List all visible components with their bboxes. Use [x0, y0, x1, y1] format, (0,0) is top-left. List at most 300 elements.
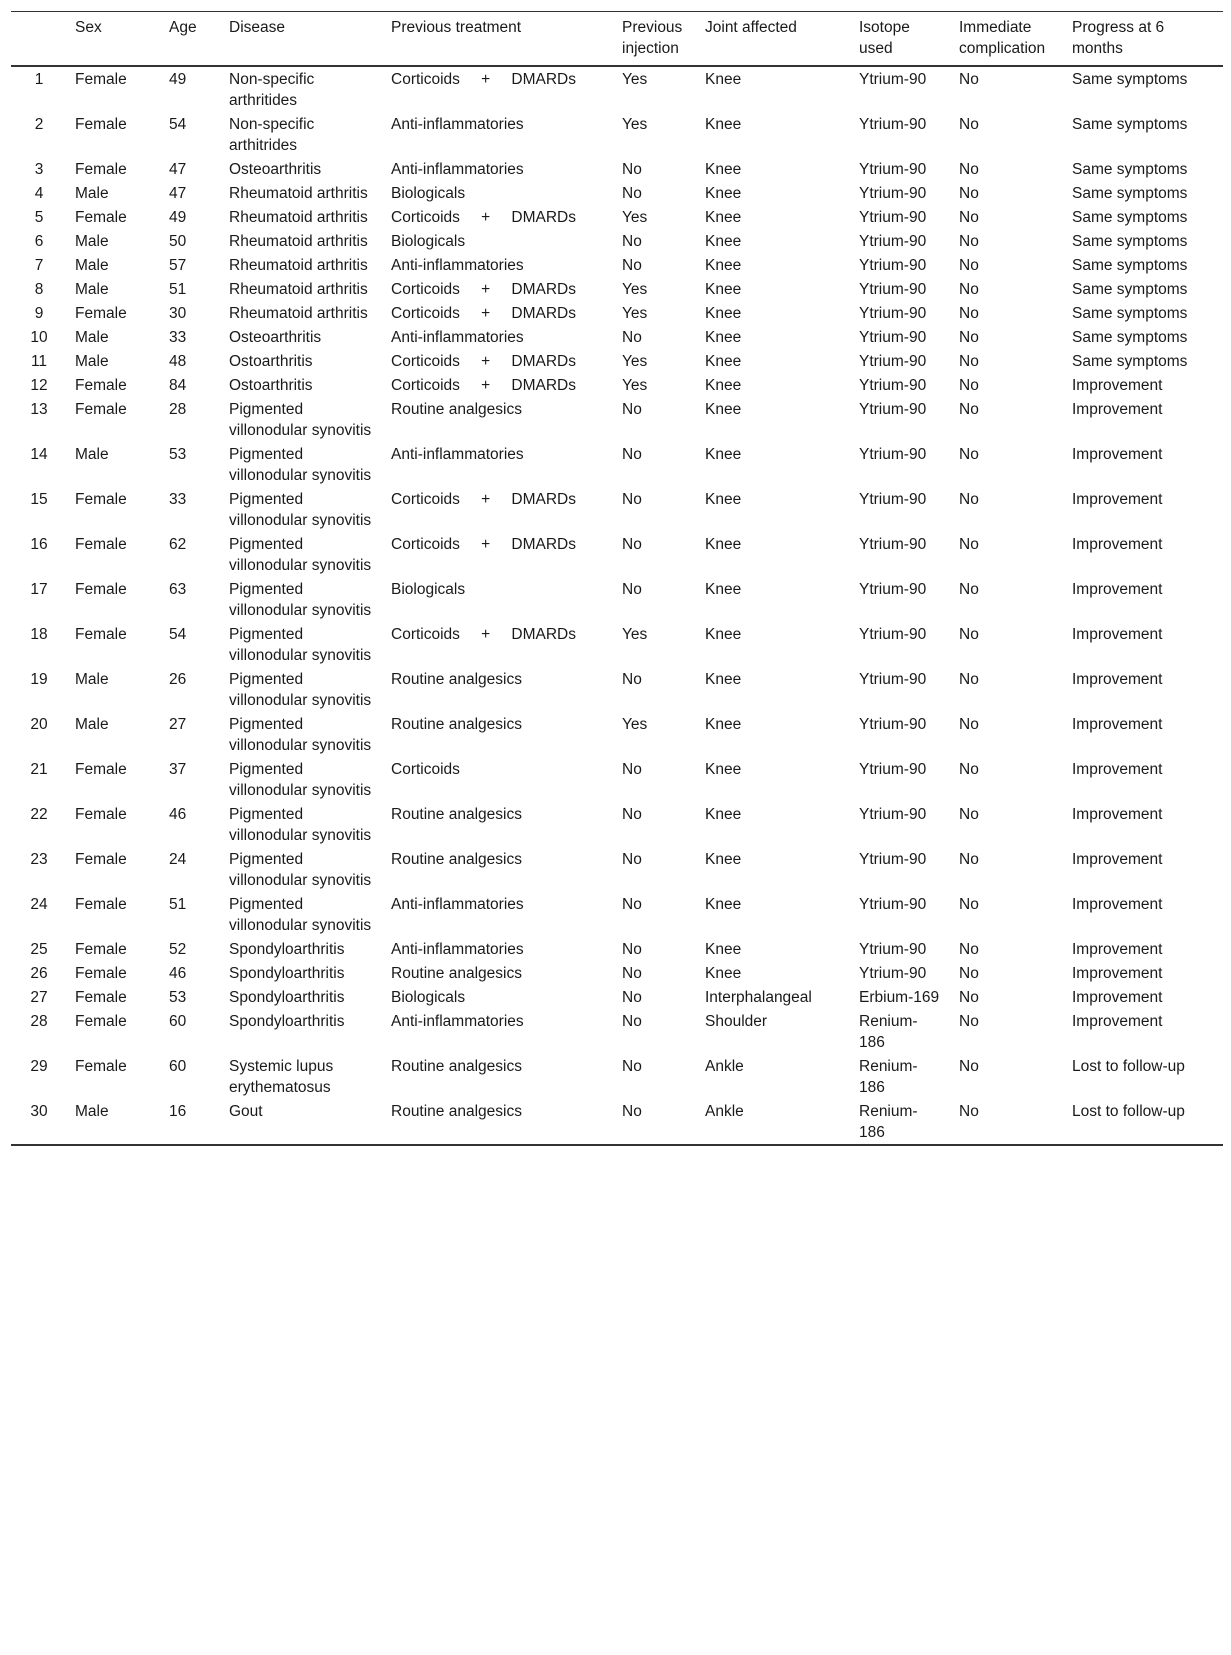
cell-injection: No [622, 329, 642, 346]
cell-joint: Knee [705, 257, 742, 274]
treatment-part: DMARDs [511, 71, 576, 88]
cell-n: 8 [34, 281, 44, 298]
cell-progress: Lost to follow-up [1072, 1103, 1185, 1120]
table-row [11, 937, 1223, 961]
cell-treatment: Routine analgesics [391, 806, 522, 823]
cell-injection: No [622, 1103, 642, 1120]
header-cell: Previous injection [622, 19, 683, 57]
cell-complication: No [959, 536, 979, 553]
header-cell: Disease [229, 19, 285, 36]
cell-joint: Knee [705, 353, 742, 370]
cell-injection: No [622, 896, 642, 913]
cell-sex: Male [75, 353, 109, 370]
cell-isotope: Ytrium-90 [859, 581, 927, 598]
treatment-combo [391, 303, 606, 324]
cell-injection: No [622, 446, 642, 463]
cell-age: 51 [169, 281, 187, 298]
cell-n: 1 [34, 71, 44, 88]
cell-n: 20 [30, 716, 48, 733]
cell-treatment: Anti-inflammatories [391, 1013, 524, 1030]
treatment-part: DMARDs [511, 281, 576, 298]
cell-injection: No [622, 581, 642, 598]
cell-injection: Yes [622, 116, 648, 133]
treatment-part: + [481, 71, 491, 88]
cell-isotope: Ytrium-90 [859, 941, 927, 958]
cell-joint: Knee [705, 806, 742, 823]
treatment-part: + [481, 536, 491, 553]
cell-treatment: Routine analgesics [391, 965, 522, 982]
cell-complication: No [959, 257, 979, 274]
cell-age: 52 [169, 941, 187, 958]
cell-n: 17 [30, 581, 48, 598]
cell-progress: Improvement [1072, 716, 1163, 733]
cell-progress: Improvement [1072, 536, 1163, 553]
cell-complication: No [959, 965, 979, 982]
cell-injection: Yes [622, 626, 648, 643]
cell-injection: No [622, 965, 642, 982]
cell-age: 27 [169, 716, 187, 733]
table-row [11, 622, 1223, 667]
cell-sex: Female [75, 209, 127, 226]
cell-treatment [383, 373, 614, 397]
cell-treatment: Routine analgesics [391, 1058, 522, 1075]
cell-age: 26 [169, 671, 187, 688]
treatment-part: Corticoids [391, 377, 460, 394]
treatment-combo [391, 279, 606, 300]
cell-joint: Knee [705, 716, 742, 733]
cell-sex: Female [75, 941, 127, 958]
cell-complication: No [959, 806, 979, 823]
header-cell [11, 12, 67, 67]
cell-treatment: Biologicals [391, 185, 466, 202]
cell-injection: No [622, 851, 642, 868]
treatment-part: DMARDs [511, 305, 576, 322]
cell-age: 50 [169, 233, 187, 250]
cell-isotope: Ytrium-90 [859, 161, 927, 178]
cell-joint: Knee [705, 185, 742, 202]
cell-joint: Knee [705, 329, 742, 346]
cell-sex: Female [75, 965, 127, 982]
cell-age: 47 [169, 185, 187, 202]
patient-table [11, 11, 1223, 1146]
cell-progress: Same symptoms [1072, 161, 1188, 178]
treatment-part: + [481, 377, 491, 394]
cell-injection: No [622, 941, 642, 958]
cell-isotope: Ytrium-90 [859, 761, 927, 778]
cell-treatment [383, 487, 614, 532]
table-row [11, 667, 1223, 712]
patient-table-container [11, 11, 1223, 1146]
cell-progress: Same symptoms [1072, 257, 1188, 274]
header-cell: Sex [75, 19, 102, 36]
cell-complication: No [959, 329, 979, 346]
cell-complication: No [959, 401, 979, 418]
cell-n: 28 [30, 1013, 48, 1030]
cell-progress: Same symptoms [1072, 305, 1188, 322]
cell-disease: Rheumatoid arthritis [229, 305, 368, 322]
cell-disease: Ostoarthritis [229, 377, 313, 394]
cell-injection: No [622, 257, 642, 274]
cell-age: 84 [169, 377, 187, 394]
cell-injection: No [622, 233, 642, 250]
cell-progress: Improvement [1072, 491, 1163, 508]
cell-complication: No [959, 353, 979, 370]
cell-sex: Female [75, 1058, 127, 1075]
cell-progress: Same symptoms [1072, 185, 1188, 202]
cell-age: 24 [169, 851, 187, 868]
cell-n: 23 [30, 851, 48, 868]
cell-n: 3 [34, 161, 44, 178]
cell-treatment [383, 349, 614, 373]
treatment-part: Corticoids [391, 71, 460, 88]
table-row [11, 205, 1223, 229]
cell-disease: Pigmented villonodular synovitis [229, 446, 372, 484]
cell-progress: Improvement [1072, 851, 1163, 868]
cell-isotope: Erbium-169 [859, 989, 940, 1006]
cell-complication: No [959, 896, 979, 913]
cell-treatment: Biologicals [391, 989, 466, 1006]
cell-age: 53 [169, 989, 187, 1006]
table-row [11, 397, 1223, 442]
table-row [11, 157, 1223, 181]
cell-n: 10 [30, 329, 48, 346]
cell-joint: Knee [705, 581, 742, 598]
cell-progress: Lost to follow-up [1072, 1058, 1185, 1075]
cell-age: 47 [169, 161, 187, 178]
cell-progress: Improvement [1072, 806, 1163, 823]
cell-treatment: Biologicals [391, 233, 466, 250]
treatment-part: DMARDs [511, 353, 576, 370]
cell-n: 4 [34, 185, 44, 202]
treatment-part: Corticoids [391, 281, 460, 298]
table-row [11, 66, 1223, 112]
cell-sex: Female [75, 581, 127, 598]
cell-isotope: Renium-186 [859, 1058, 918, 1096]
cell-n: 13 [30, 401, 48, 418]
cell-treatment [383, 622, 614, 667]
cell-n: 9 [34, 305, 44, 322]
table-row [11, 892, 1223, 937]
cell-injection: No [622, 185, 642, 202]
cell-sex: Male [75, 671, 109, 688]
cell-treatment: Anti-inflammatories [391, 896, 524, 913]
cell-isotope: Ytrium-90 [859, 536, 927, 553]
cell-complication: No [959, 1013, 979, 1030]
cell-sex: Female [75, 71, 127, 88]
treatment-part: + [481, 281, 491, 298]
cell-isotope: Ytrium-90 [859, 446, 927, 463]
cell-isotope: Ytrium-90 [859, 353, 927, 370]
cell-age: 48 [169, 353, 187, 370]
cell-n: 11 [30, 353, 48, 370]
cell-complication: No [959, 941, 979, 958]
cell-age: 37 [169, 761, 187, 778]
cell-isotope: Ytrium-90 [859, 305, 927, 322]
cell-disease: Spondyloarthritis [229, 941, 345, 958]
cell-sex: Male [75, 716, 109, 733]
cell-disease: Systemic lupus erythematosus [229, 1058, 334, 1096]
treatment-part: DMARDs [511, 626, 576, 643]
cell-sex: Female [75, 1013, 127, 1030]
cell-sex: Male [75, 185, 109, 202]
table-row [11, 1054, 1223, 1099]
cell-sex: Female [75, 989, 127, 1006]
cell-progress: Same symptoms [1072, 71, 1188, 88]
cell-complication: No [959, 209, 979, 226]
cell-sex: Female [75, 851, 127, 868]
cell-joint: Interphalangeal [705, 989, 812, 1006]
cell-age: 51 [169, 896, 187, 913]
cell-treatment [383, 301, 614, 325]
cell-age: 60 [169, 1058, 187, 1075]
header-cell: Joint affected [705, 19, 797, 36]
cell-injection: Yes [622, 716, 648, 733]
cell-n: 15 [30, 491, 48, 508]
treatment-part: DMARDs [511, 491, 576, 508]
cell-n: 25 [30, 941, 48, 958]
cell-injection: No [622, 1013, 642, 1030]
cell-complication: No [959, 116, 979, 133]
cell-sex: Female [75, 401, 127, 418]
cell-complication: No [959, 446, 979, 463]
cell-injection: No [622, 761, 642, 778]
treatment-combo [391, 489, 606, 510]
cell-complication: No [959, 161, 979, 178]
cell-n: 19 [30, 671, 48, 688]
cell-disease: Pigmented villonodular synovitis [229, 851, 372, 889]
cell-isotope: Ytrium-90 [859, 185, 927, 202]
cell-injection: Yes [622, 71, 648, 88]
cell-joint: Knee [705, 491, 742, 508]
table-row [11, 349, 1223, 373]
cell-n: 27 [30, 989, 48, 1006]
cell-age: 57 [169, 257, 187, 274]
cell-progress: Improvement [1072, 989, 1163, 1006]
treatment-part: DMARDs [511, 536, 576, 553]
cell-joint: Ankle [705, 1058, 744, 1075]
table-row [11, 277, 1223, 301]
cell-disease: Pigmented villonodular synovitis [229, 716, 372, 754]
cell-age: 33 [169, 491, 187, 508]
cell-age: 30 [169, 305, 187, 322]
cell-age: 49 [169, 71, 187, 88]
cell-isotope: Ytrium-90 [859, 116, 927, 133]
cell-joint: Knee [705, 161, 742, 178]
cell-age: 49 [169, 209, 187, 226]
cell-joint: Knee [705, 401, 742, 418]
cell-progress: Improvement [1072, 941, 1163, 958]
cell-treatment: Routine analgesics [391, 401, 522, 418]
cell-complication: No [959, 233, 979, 250]
cell-complication: No [959, 851, 979, 868]
cell-isotope: Renium-186 [859, 1103, 918, 1141]
table-row [11, 577, 1223, 622]
table-row [11, 847, 1223, 892]
table-row [11, 301, 1223, 325]
cell-complication: No [959, 491, 979, 508]
cell-isotope: Ytrium-90 [859, 896, 927, 913]
cell-injection: No [622, 161, 642, 178]
cell-complication: No [959, 626, 979, 643]
table-row [11, 712, 1223, 757]
cell-progress: Improvement [1072, 896, 1163, 913]
cell-n: 14 [30, 446, 48, 463]
cell-treatment [383, 205, 614, 229]
cell-sex: Female [75, 161, 127, 178]
cell-disease: Pigmented villonodular synovitis [229, 806, 372, 844]
cell-joint: Shoulder [705, 1013, 768, 1030]
cell-n: 22 [30, 806, 48, 823]
cell-injection: No [622, 806, 642, 823]
cell-joint: Knee [705, 446, 742, 463]
cell-injection: No [622, 491, 642, 508]
treatment-part: + [481, 353, 491, 370]
cell-isotope: Ytrium-90 [859, 626, 927, 643]
table-row [11, 1009, 1223, 1054]
cell-progress: Same symptoms [1072, 116, 1188, 133]
cell-joint: Knee [705, 761, 742, 778]
cell-disease: Pigmented villonodular synovitis [229, 896, 372, 934]
treatment-combo [391, 351, 606, 372]
cell-disease: Pigmented villonodular synovitis [229, 491, 372, 529]
cell-treatment: Routine analgesics [391, 851, 522, 868]
treatment-part: DMARDs [511, 209, 576, 226]
cell-age: 62 [169, 536, 187, 553]
cell-complication: No [959, 305, 979, 322]
cell-treatment [383, 66, 614, 112]
cell-disease: Rheumatoid arthritis [229, 185, 368, 202]
cell-complication: No [959, 1103, 979, 1120]
cell-treatment: Routine analgesics [391, 1103, 522, 1120]
cell-isotope: Ytrium-90 [859, 401, 927, 418]
cell-disease: Ostoarthritis [229, 353, 313, 370]
cell-joint: Knee [705, 71, 742, 88]
cell-injection: No [622, 671, 642, 688]
cell-injection: No [622, 989, 642, 1006]
header-cell: Previous treatment [391, 19, 522, 36]
treatment-part: + [481, 491, 491, 508]
cell-sex: Female [75, 377, 127, 394]
cell-n: 12 [30, 377, 48, 394]
cell-disease: Rheumatoid arthritis [229, 257, 368, 274]
cell-isotope: Ytrium-90 [859, 281, 927, 298]
cell-n: 5 [34, 209, 44, 226]
table-row [11, 1099, 1223, 1145]
table-row [11, 961, 1223, 985]
cell-complication: No [959, 989, 979, 1006]
cell-progress: Improvement [1072, 671, 1163, 688]
cell-injection: Yes [622, 377, 648, 394]
cell-n: 26 [30, 965, 48, 982]
cell-joint: Knee [705, 281, 742, 298]
cell-isotope: Ytrium-90 [859, 965, 927, 982]
cell-age: 33 [169, 329, 187, 346]
cell-injection: No [622, 401, 642, 418]
cell-sex: Female [75, 806, 127, 823]
cell-joint: Knee [705, 965, 742, 982]
table-row [11, 229, 1223, 253]
cell-complication: No [959, 671, 979, 688]
table-row [11, 112, 1223, 157]
cell-isotope: Ytrium-90 [859, 806, 927, 823]
cell-n: 29 [30, 1058, 48, 1075]
cell-progress: Same symptoms [1072, 233, 1188, 250]
table-body [11, 66, 1223, 1145]
treatment-combo [391, 207, 606, 228]
cell-treatment: Anti-inflammatories [391, 329, 524, 346]
cell-joint: Knee [705, 116, 742, 133]
treatment-part: Corticoids [391, 626, 460, 643]
cell-n: 6 [34, 233, 44, 250]
cell-complication: No [959, 761, 979, 778]
cell-progress: Improvement [1072, 581, 1163, 598]
cell-sex: Female [75, 305, 127, 322]
cell-isotope: Ytrium-90 [859, 329, 927, 346]
treatment-part: Corticoids [391, 491, 460, 508]
cell-disease: Pigmented villonodular synovitis [229, 401, 372, 439]
table-row [11, 325, 1223, 349]
cell-isotope: Ytrium-90 [859, 377, 927, 394]
cell-isotope: Ytrium-90 [859, 851, 927, 868]
header-cell: Immediate complication [959, 19, 1046, 57]
table-row [11, 487, 1223, 532]
cell-treatment [383, 277, 614, 301]
treatment-part: + [481, 305, 491, 322]
cell-progress: Same symptoms [1072, 353, 1188, 370]
treatment-combo [391, 534, 606, 555]
cell-disease: Rheumatoid arthritis [229, 233, 368, 250]
cell-sex: Female [75, 116, 127, 133]
treatment-part: DMARDs [511, 377, 576, 394]
cell-treatment: Anti-inflammatories [391, 116, 524, 133]
table-row [11, 532, 1223, 577]
cell-treatment: Routine analgesics [391, 716, 522, 733]
cell-disease: Rheumatoid arthritis [229, 209, 368, 226]
cell-injection: No [622, 1058, 642, 1075]
table-row [11, 757, 1223, 802]
treatment-part: Corticoids [391, 536, 460, 553]
cell-progress: Same symptoms [1072, 329, 1188, 346]
cell-disease: Spondyloarthritis [229, 989, 345, 1006]
cell-n: 21 [30, 761, 48, 778]
cell-age: 60 [169, 1013, 187, 1030]
cell-age: 28 [169, 401, 187, 418]
cell-treatment: Anti-inflammatories [391, 257, 524, 274]
cell-progress: Improvement [1072, 377, 1163, 394]
cell-isotope: Ytrium-90 [859, 71, 927, 88]
cell-isotope: Ytrium-90 [859, 257, 927, 274]
treatment-combo [391, 375, 606, 396]
cell-age: 53 [169, 446, 187, 463]
cell-isotope: Renium-186 [859, 1013, 918, 1051]
treatment-part: Corticoids [391, 209, 460, 226]
cell-progress: Same symptoms [1072, 209, 1188, 226]
table-row [11, 253, 1223, 277]
cell-disease: Non-specific arthitrides [229, 116, 315, 154]
cell-disease: Pigmented villonodular synovitis [229, 761, 372, 799]
cell-injection: Yes [622, 281, 648, 298]
cell-complication: No [959, 581, 979, 598]
cell-disease: Pigmented villonodular synovitis [229, 581, 372, 619]
cell-sex: Male [75, 257, 109, 274]
header-cell: Age [169, 19, 197, 36]
cell-disease: Pigmented villonodular synovitis [229, 626, 372, 664]
cell-sex: Male [75, 329, 109, 346]
cell-isotope: Ytrium-90 [859, 491, 927, 508]
cell-complication: No [959, 377, 979, 394]
cell-age: 46 [169, 806, 187, 823]
cell-isotope: Ytrium-90 [859, 233, 927, 250]
